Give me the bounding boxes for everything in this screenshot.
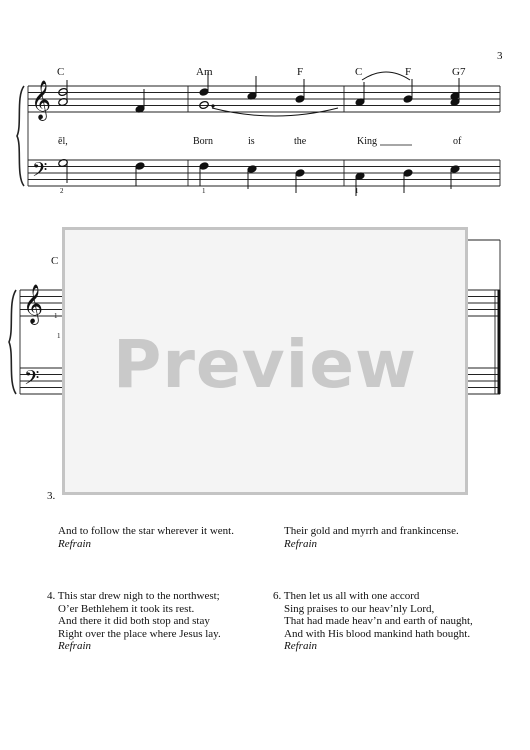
page-number: 3 [497,50,503,62]
verse-3 [47,490,55,503]
verse-line: And there it did both stop and stay [58,615,210,627]
chord-symbol: C [355,66,363,78]
fingering-number: 1 [57,332,61,340]
verse-4 [47,590,221,653]
fingering-number: 1 [355,187,359,195]
refrain-label: Refrain [58,537,91,550]
lyric-syllable: Born [193,136,213,147]
refrain-label: Refrain [284,640,317,652]
preview-overlay [62,227,468,495]
verse-5-tail [284,525,459,550]
lyric-syllable: of [453,136,462,147]
fingering-number: 1 [202,187,206,195]
refrain-label: Refrain [58,640,91,652]
verse-line: Sing praises to our heav’nly Lord, [284,602,435,615]
preview-watermark: Preview [112,326,418,403]
svg-text:𝄢: 𝄢 [32,158,48,186]
chord-symbol: G7 [452,66,466,78]
lyric-syllable: the [294,136,307,147]
verse-line: Right over the place where Jesus lay. [58,627,221,640]
svg-text:𝄢: 𝄢 [24,366,40,394]
fingering-number: 2 [60,187,64,195]
verse-line: O’er Bethlehem it took its rest. [58,602,195,615]
verse-line: 4. This star drew nigh to the northwest; [47,590,220,602]
chord-symbol: Am [196,66,213,78]
verse-line: Their gold and myrrh and frankincense. [284,525,459,537]
lyric-syllable: is [248,136,255,147]
verse-line: That had made heav’n and earth of naught, [284,615,473,627]
verse-number: 3. [47,490,56,502]
verse-3-tail [58,525,234,550]
verse-line: And to follow the star wherever it went. [58,525,234,537]
chord-symbol: F [405,66,412,78]
svg-text:𝄞: 𝄞 [31,80,52,120]
verse-line: And with His blood mankind hath bought. [284,627,471,640]
verse-6 [273,590,473,653]
verse-line: 6. Then let us all with one accord [273,590,420,602]
chord-symbol: F [297,66,304,78]
svg-text:𝄞: 𝄞 [23,284,44,324]
lyric-syllable: ēl, [58,136,68,147]
lyric-syllable: King [357,136,377,147]
fingering-number: 1 [54,312,58,320]
chord-symbol: C [57,66,65,78]
refrain-label: Refrain [284,537,317,550]
chord-symbol: C [51,255,59,267]
